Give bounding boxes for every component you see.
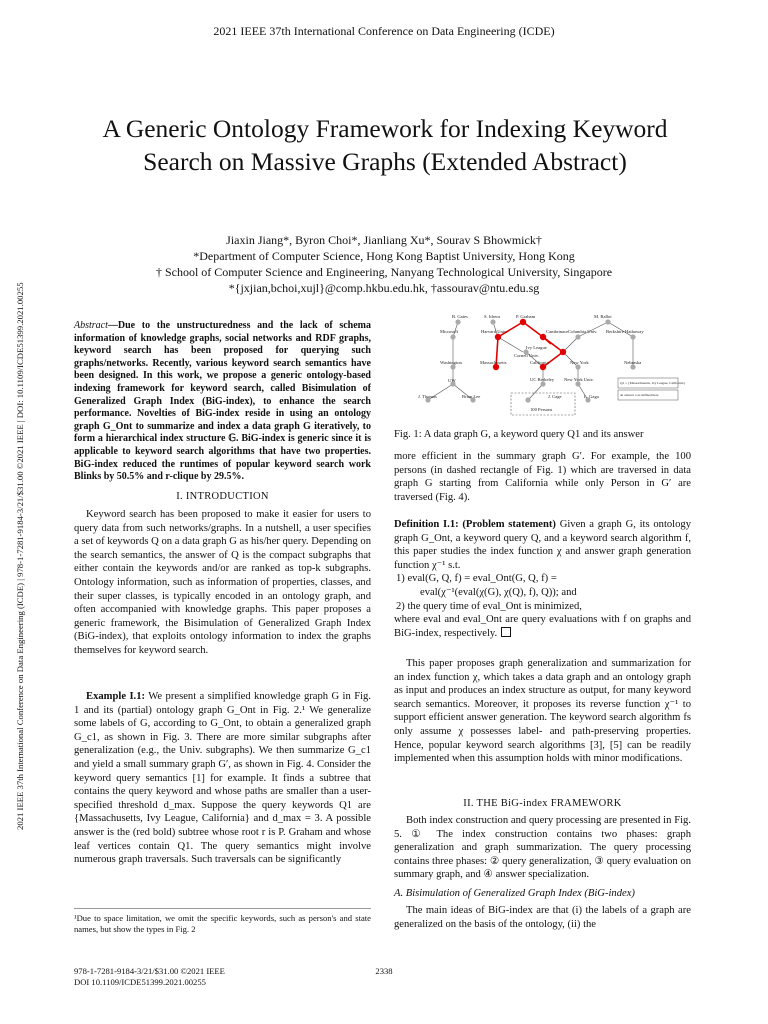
node-label: New York	[570, 360, 589, 365]
node-label: Berkshire Hathaway	[606, 329, 644, 334]
section-heading-bigindex: II. THE BiG-index FRAMEWORK	[463, 798, 622, 809]
footer-doi: DOI 10.1109/ICDE51399.2021.00255	[74, 977, 206, 987]
node-label: New York Univ.	[564, 377, 594, 382]
example-label: Example I.1:	[86, 691, 146, 702]
definition-tail: where eval and eval_Ont are query evaluations with f on graphs and BiG-index, respectively.	[394, 614, 691, 639]
paper-title: A Generic Ontology Framework for Indexing Keyword Search on Massive Graphs (Extended Abstract)	[102, 114, 668, 176]
node-label: California	[530, 360, 549, 365]
data-graph-figure	[418, 312, 698, 424]
definition-item-1a: 1) eval(G, Q, f) = eval_Ont(G, Q, f) =	[396, 573, 557, 585]
node-label: 100 Persons	[530, 407, 553, 412]
author-block	[0, 232, 768, 296]
legend-query: Q1 = {Massachusetts, Ivy League, California}	[620, 381, 686, 385]
node-label: Harvard Univ.	[481, 329, 508, 334]
page-number: 2338	[375, 966, 393, 976]
node-label: Microsoft	[440, 329, 459, 334]
example-text: We present a simplified knowledge graph G in Fig. 1 and its (partial) ontology graph G_Ont in Fig. 2.¹ We generalize some labels of G, according to G_Ont, to obtain a generalized graph G_c1, as shown in Fig. 3. There are more similar subgraphs after generalization (e.g., the Univ. subgraphs). We then summarize G_c1 and yield a small summary graph G′, as shown in Fig. 4. Consider the keyword query semantics [1] for example. It finds a subtree that contains the query keyword and whose paths are smaller than a user-specified threshold d_max. Suppose the query keywords Q1 are {Massachusetts, Ivy League, California} and d_max = 3. A possible answer is the (red bold) subtree whose root r is P. Graham and whose leaf vertices contain Q1. The query semantics might involve numerous graph traversals. Such traversals can be significantly	[74, 691, 371, 866]
right-paragraph-4	[394, 904, 691, 931]
abstract-text: —Due to the unstructuredness and the lack of schema information of knowledge graphs, social networks and RDF graphs, keyword search has been proposed for querying such graphs/networks. Recently, various keyword search semantics have been designed. In this work, we propose a generic ontology-based indexing framework for keyword search, called Bisimulation of Generalized Graph Index (BiG-index), to enhance the search performance. Novelties of BiG-index reside in using an ontology graph G_Ont to summarize and index a data graph G iteratively, to form a hierarchical index structure 𝔾. BiG-index is generic since it is applicable to keyword search algorithms that have two properties. BiG-index reduced the runtimes of popular keyword search work Blinks by 50.5% and r-clique by 29.5%.	[74, 320, 371, 483]
node-label: M. Ballot	[594, 314, 612, 319]
qed-box-icon	[501, 627, 511, 637]
subsection-heading: A. Bisimulation of Generalized Graph Index (BiG-index)	[394, 888, 635, 899]
footnote: ¹Due to space limitation, we omit the specific keywords, such as person's and state names, but show the types in Fig. 2	[74, 908, 371, 935]
definition-title: (Problem statement)	[462, 519, 556, 530]
node-label: UW	[448, 378, 456, 383]
abstract-lead: Abstract	[74, 320, 108, 331]
right-paragraph-3	[394, 814, 691, 882]
node-label: J. Cage	[548, 394, 562, 399]
definition-text: Given a graph G, its ontology graph G_Ont, a keyword query Q, and a keyword search algorithm f, this paper studies the index function χ and answer graph generation function χ⁻¹ s.t.	[394, 519, 692, 571]
node-label: Columbia Univ.	[568, 329, 598, 334]
author-emails: *{jxjian,bchoi,xujl}@comp.hkbu.edu.hk, †assourav@ntu.edu.sg	[228, 281, 540, 295]
conference-header: 2021 IEEE 37th International Conference on Data Engineering (ICDE)	[213, 24, 555, 38]
right-p2: This paper proposes graph generalization and summarization for an index function χ, which takes a data graph and an ontology graph as input and produces an index structure as output, for many keyword search semantics. Moreover, it proposes its reverse function χ⁻¹ to support efficient answer generation. The keyword search algorithm fs only assume χ possesses label- and path-preserving properties. Hence, popular keyword search algorithms [3], [5] can be readily implemented when this assumption holds with minor modifications.	[394, 658, 691, 765]
definition-item-2: 2) the query time of eval_Ont is minimized,	[396, 600, 582, 612]
node-label: P. Graham	[516, 314, 536, 319]
node-label: Nebraska	[624, 360, 642, 365]
legend-answer: an answer a as defined here	[620, 393, 659, 397]
section-heading-intro: I. INTRODUCTION	[176, 491, 269, 502]
definition	[394, 518, 691, 640]
definition-label: Definition I.1:	[394, 519, 459, 530]
sidebar-text: 2021 IEEE 37th International Conference on Data Engineering (ICDE) | 978-1-7281-9184-3/21/$31.00 ©2021 IEEE | DOI: 10.1109/ICDE51399.2021.00255	[15, 282, 25, 830]
node-label: UC Berkeley	[530, 377, 555, 382]
right-paragraph-1	[394, 450, 691, 504]
intro-text: Keyword search has been proposed to make it easier for users to query data from such networks/graphs. In a nutshell, a user specifies a set of keywords Q on a data graph G as his/her query. Depending on the search semantics, the answer of Q is the compact subgraphs that either contain the keywords and/or are ranked as top-k subgraphs. Ontology information, such as information of properties, classes, and their super classes, is typically encoded in an ontology graph, and often accompanied with knowledge graphs. This paper proposes a generic framework, the Bisimulation of Generalized Graph Index (BiG-index), that exploits ontology information to index the graphs themselves for keyword search.	[74, 509, 371, 656]
node-label: Cornell Univ.	[514, 353, 539, 358]
affiliation-2: † School of Computer Science and Engineering, Nanyang Technological University, Singapore	[155, 265, 613, 279]
node-label: Washington	[440, 360, 462, 365]
right-p1: more efficient in the summary graph G′. For example, the 100 persons (in dashed rectangle of Fig. 1) which are traversed in data graph G starting from California while only Person in G′ are traversed (Fig. 4).	[394, 451, 691, 503]
example-paragraph	[74, 690, 371, 867]
node-label: B. Gates	[452, 314, 468, 319]
definition-item-1b: eval(χ⁻¹(eval(χ(G), χ(Q), f), Q)); and	[420, 586, 577, 598]
figure-1	[418, 312, 698, 424]
affiliation-1: *Department of Computer Science, Hong Kong Baptist University, Hong Kong	[193, 249, 575, 263]
node-label: S. Idreos	[484, 314, 501, 319]
right-paragraph-2	[394, 657, 691, 766]
intro-paragraph	[74, 508, 371, 658]
node-label: Cambrinace	[546, 329, 569, 334]
node-label: L. Gaga	[584, 394, 599, 399]
author-names: Jiaxin Jiang*, Byron Choi*, Jianliang Xu*, Sourav S Bhowmick†	[226, 233, 542, 247]
figure-caption: Fig. 1: A data graph G, a keyword query Q1 and its answer	[394, 429, 644, 440]
node-label: Ivy League	[526, 345, 547, 350]
node-label: Brian Lee	[462, 394, 481, 399]
right-p4: The main ideas of BiG-index are that (i) the labels of a graph are generalized on the basis of the ontology, (ii) the	[394, 905, 691, 930]
node-label: Massachusetts	[480, 360, 507, 365]
footer-isbn: 978-1-7281-9184-3/21/$31.00 ©2021 IEEE	[74, 966, 225, 976]
abstract	[74, 320, 371, 484]
node-label: J. Thomas	[418, 394, 437, 399]
right-p3: Both index construction and query processing are presented in Fig. 5. ① The index construction contains two phases: graph generalization and graph summarization. The query processing contains three phases: ② query generalization, ③ query evaluation on summary graph, and ④ answer specialization.	[394, 815, 691, 881]
